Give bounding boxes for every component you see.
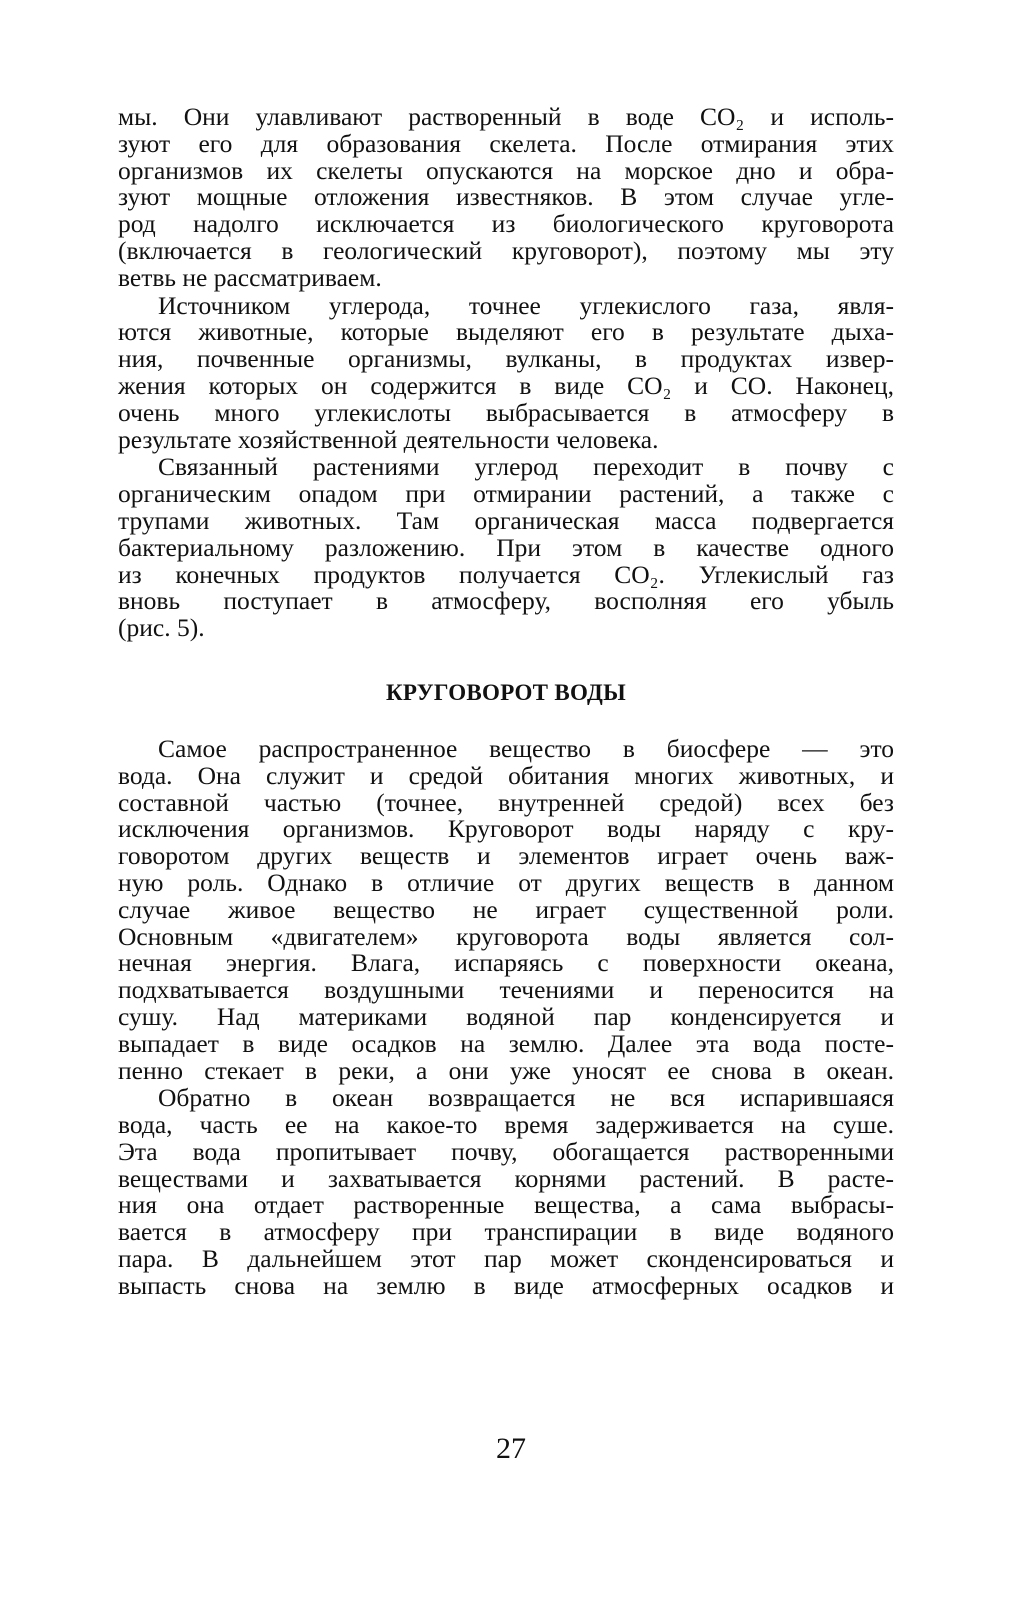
text-line: сушу. Над материками водяной пар конденсируется и	[118, 1001, 894, 1031]
text-line: трупами животных. Там органичeская масса подвергается	[118, 505, 894, 535]
text-line: ния она отдает растворенные вещества, а сама выбрасы-	[118, 1190, 894, 1220]
text-line: выпадает в виде осадков на землю. Далее эта вода посте-	[118, 1028, 894, 1058]
text-line: говоротом других веществ и элементов играет очень важ-	[118, 841, 894, 871]
text-line: веществами и захватывается корнями растений. В расте-	[118, 1163, 894, 1193]
text-line: бактериальному разложению. При этом в качестве одного	[118, 532, 894, 562]
text-line: мы. Они улавливают растворенный в воде СО₂ и исполь-	[118, 102, 894, 131]
text-line: из конечных продуктов получается СО₂. Углекислый газ	[118, 559, 894, 589]
text-line: случае живое вещество не играет существенной роли.	[118, 894, 894, 924]
text-line: ются животные, которые выделяют его в результате дыха-	[118, 317, 894, 347]
text-line: (рис. 5).	[118, 613, 205, 643]
text-line: пара. В дальнейшем этот пар может сконденсироваться и	[118, 1244, 894, 1274]
page-body	[118, 104, 894, 1300]
paragraph	[118, 104, 894, 292]
text-line: ную роль. Однако в отличие от других веществ в данном	[118, 867, 894, 897]
text-line: Источником углерода, точнее углекислого газа, явля-	[158, 290, 894, 320]
text-line: зуют его для образования скелета. После отмирания этих	[118, 128, 894, 158]
text-line: Эта вода пропитывает почву, обогащается растворенными	[118, 1136, 894, 1166]
text-line: ветвь не рассматриваем.	[118, 262, 382, 292]
text-line: вается в атмосферу при транспирации в виде водяного	[118, 1217, 894, 1247]
text-line: организмов их скелеты опускаются на морское дно и обра-	[118, 155, 894, 185]
text-line: Связанный растениями углерод переходит в почву с	[158, 452, 894, 482]
text-line: (включается в геологический круговорот), поэтому мы эту	[118, 235, 894, 265]
text-line: вода. Она служит и средой обитания многих животных, и	[118, 760, 894, 790]
text-line: ния, почвенные организмы, вулканы, в продуктах извер-	[118, 344, 894, 374]
text-line: подхватывается воздушными течениями и переносится на	[118, 975, 894, 1005]
text-line: органическим опадом при отмирании растений, а также с	[118, 479, 894, 509]
text-line: Обратно в океан возвращается не вся испарившаяся	[158, 1083, 894, 1113]
text-line: Самое распространенное вещество в биосфере — это	[158, 733, 894, 763]
text-line: Основным «двигателем» круговорота воды является сол-	[118, 921, 894, 951]
paragraph	[118, 733, 894, 1085]
paragraph	[118, 454, 894, 642]
text-line: составной частью (точнее, внутренней средой) всех без	[118, 787, 894, 817]
text-line: пенно стекает в реки, а они уже уносят ее снова в океан.	[118, 1055, 894, 1085]
paragraph	[118, 290, 894, 454]
text-line: род надолго исключается из биологического круговорота	[118, 209, 894, 239]
text-line: выпасть снова на землю в виде атмосферных осадков и	[118, 1270, 894, 1300]
text-line: исключения организмов. Круговорот воды наряду с кру-	[118, 814, 894, 844]
text-line: очень много углекислоты выбрасывается в атмосферу в	[118, 397, 894, 427]
text-line: вода, часть ее на какое-то время задерживается на суше.	[118, 1110, 894, 1140]
paragraph	[118, 1085, 894, 1299]
text-line: вновь поступает в атмосферу, восполняя его убыль	[118, 586, 894, 616]
page-number: 27	[496, 1432, 526, 1465]
text-line: результате хозяйственной деятельности человека.	[118, 424, 659, 454]
text-line: жения которых он содержится в виде СО₂ и СО. Наконец,	[118, 370, 894, 400]
section-heading: КРУГОВОРОТ ВОДЫ	[385, 679, 627, 705]
text-line: нечная энергия. Влага, испаряясь с поверхности океана,	[118, 948, 894, 978]
text-line: зуют мощные отложения известняков. В этом случае угле-	[118, 182, 894, 212]
